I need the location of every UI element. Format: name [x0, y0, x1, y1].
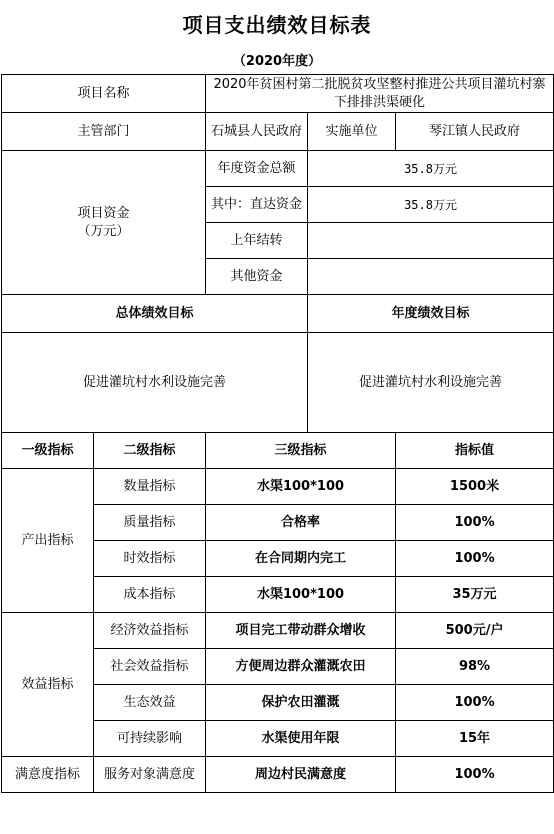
value-cell: 98% — [396, 649, 554, 685]
performance-table — [1, 74, 554, 793]
funds-carryover-value — [308, 223, 554, 259]
project-name-label: 项目名称 — [2, 75, 206, 113]
value-cell: 500元/户 — [396, 613, 554, 649]
level3-cell: 水渠100*100 — [206, 469, 396, 505]
impl-value: 琴江镇人民政府 — [396, 113, 554, 151]
value-cell: 100% — [396, 757, 554, 793]
header-level1: 一级指标 — [2, 433, 94, 469]
level3-cell: 保护农田灌溉 — [206, 685, 396, 721]
level1-output: 产出指标 — [2, 469, 94, 613]
value-cell: 100% — [396, 505, 554, 541]
value-cell: 15年 — [396, 721, 554, 757]
level2-cell: 生态效益 — [94, 685, 206, 721]
value-cell: 1500米 — [396, 469, 554, 505]
overall-goal-text: 促进灌坑村水利设施完善 — [2, 333, 308, 433]
funds-total-label: 年度资金总额 — [206, 151, 308, 187]
annual-goal-header: 年度绩效目标 — [308, 295, 554, 333]
funds-label: 项目资金 （万元） — [2, 151, 206, 295]
level3-cell: 项目完工带动群众增收 — [206, 613, 396, 649]
header-level3: 三级指标 — [206, 433, 396, 469]
level1-benefit: 效益指标 — [2, 613, 94, 757]
level3-cell: 合格率 — [206, 505, 396, 541]
level3-cell: 周边村民满意度 — [206, 757, 396, 793]
value-cell: 35万元 — [396, 577, 554, 613]
dept-value: 石城县人民政府 — [206, 113, 308, 151]
level2-cell: 成本指标 — [94, 577, 206, 613]
overall-goal-header: 总体绩效目标 — [2, 295, 308, 333]
level2-cell: 经济效益指标 — [94, 613, 206, 649]
funds-direct-label: 其中：直达资金 — [206, 187, 308, 223]
header-level2: 二级指标 — [94, 433, 206, 469]
level2-cell: 时效指标 — [94, 541, 206, 577]
funds-direct-value: 35.8万元 — [308, 187, 554, 223]
table-row — [2, 757, 554, 793]
funds-other-label: 其他资金 — [206, 259, 308, 295]
level2-cell: 社会效益指标 — [94, 649, 206, 685]
value-cell: 100% — [396, 685, 554, 721]
form-title: 项目支出绩效目标表 — [182, 12, 372, 37]
annual-goal-text: 促进灌坑村水利设施完善 — [308, 333, 554, 433]
table-row — [2, 613, 554, 649]
level2-cell: 可持续影响 — [94, 721, 206, 757]
table-row — [2, 469, 554, 505]
level2-cell: 数量指标 — [94, 469, 206, 505]
level2-cell: 质量指标 — [94, 505, 206, 541]
value-cell: 100% — [396, 541, 554, 577]
funds-total-value: 35.8万元 — [308, 151, 554, 187]
funds-carryover-label: 上年结转 — [206, 223, 308, 259]
form-year: （2020年度） — [232, 53, 322, 69]
header-value: 指标值 — [396, 433, 554, 469]
funds-other-value — [308, 259, 554, 295]
impl-label: 实施单位 — [308, 113, 396, 151]
level3-cell: 水渠使用年限 — [206, 721, 396, 757]
level3-cell: 在合同期内完工 — [206, 541, 396, 577]
project-name-value: 2020年贫困村第二批脱贫攻坚整村推进公共项目灌坑村寨下排排洪渠硬化 — [206, 75, 554, 113]
level3-cell: 方便周边群众灌溉农田 — [206, 649, 396, 685]
dept-label: 主管部门 — [2, 113, 206, 151]
level1-satisfaction: 满意度指标 — [2, 757, 94, 793]
level2-cell: 服务对象满意度 — [94, 757, 206, 793]
level3-cell: 水渠100*100 — [206, 577, 396, 613]
